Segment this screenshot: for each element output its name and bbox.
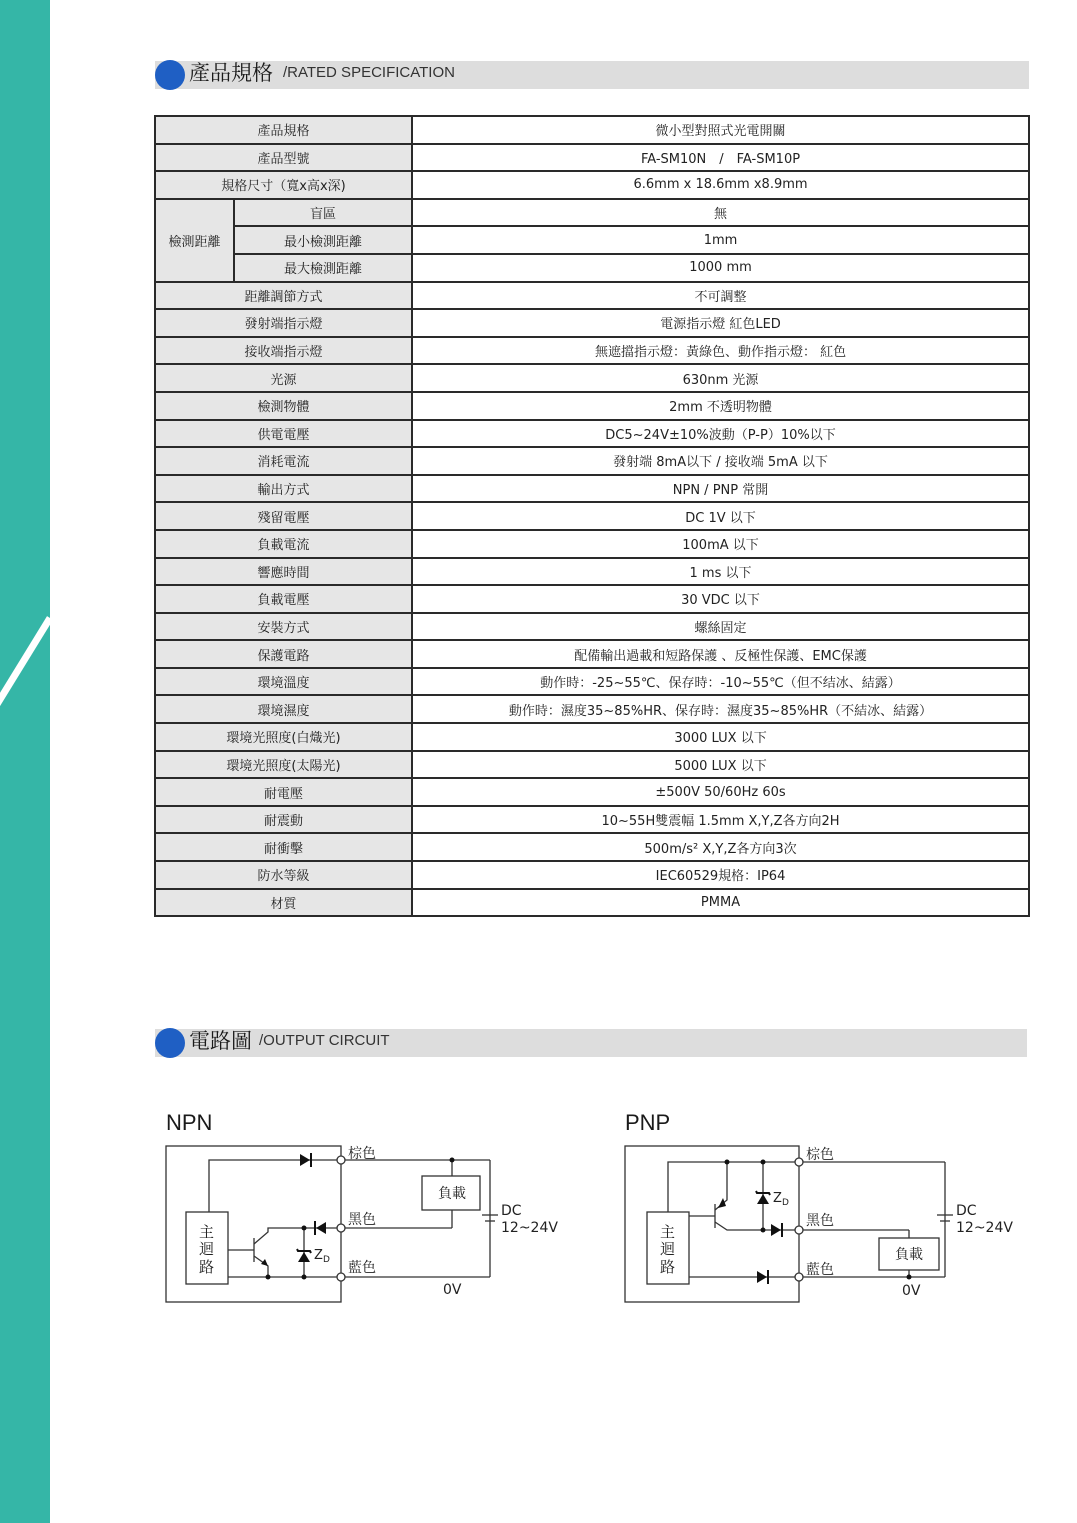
table-row — [155, 171, 1029, 199]
row-label: 光源 — [155, 364, 412, 392]
dc-label: DC — [501, 1203, 522, 1219]
brown-wire-label: 棕色 — [348, 1146, 376, 1162]
table-row — [155, 530, 1029, 558]
main-circuit-char-3: 路 — [660, 1258, 676, 1276]
blue-wire-label: 藍色 — [806, 1262, 834, 1278]
table-row — [155, 282, 1029, 310]
table-row — [155, 778, 1029, 806]
row-value: 500m/s² X,Y,Z各方向3次 — [412, 833, 1029, 861]
table-row — [155, 558, 1029, 586]
circuit-section-title: 電路圖 — [189, 1029, 252, 1053]
row-value: 1000 mm — [412, 254, 1029, 282]
row-label: 規格尺寸（寬x高x深) — [155, 171, 412, 199]
table-row — [155, 695, 1029, 723]
npn-circuit-diagram — [160, 1138, 560, 1310]
main-circuit-char-1: 主 — [199, 1223, 215, 1241]
row-value: PMMA — [412, 889, 1029, 917]
table-row — [155, 806, 1029, 834]
row-value: NPN / PNP 常開 — [412, 475, 1029, 503]
row-value: ±500V 50/60Hz 60s — [412, 778, 1029, 806]
blue-wire-label: 藍色 — [348, 1260, 376, 1276]
bullet-dot-icon — [155, 60, 185, 90]
table-row — [155, 226, 1029, 254]
dc-label: DC — [956, 1203, 977, 1219]
table-row — [155, 392, 1029, 420]
row-label: 殘留電壓 — [155, 502, 412, 530]
row-value: 電源指示燈 紅色LED — [412, 309, 1029, 337]
zener-label-sub: D — [323, 1255, 330, 1265]
voltage-label: 12~24V — [956, 1220, 1013, 1236]
load-label: 負載 — [438, 1186, 466, 1202]
row-label: 產品型號 — [155, 144, 412, 172]
row-value: 30 VDC 以下 — [412, 585, 1029, 613]
row-group-label: 檢測距離 — [155, 199, 234, 282]
row-value: IEC60529規格：IP64 — [412, 861, 1029, 889]
row-label: 產品規格 — [155, 116, 412, 144]
row-label: 耐電壓 — [155, 778, 412, 806]
npn-title: NPN — [166, 1110, 213, 1135]
row-value: 微小型對照式光電開關 — [412, 116, 1029, 144]
black-wire-label: 黑色 — [348, 1212, 376, 1228]
table-row — [155, 751, 1029, 779]
table-row — [155, 144, 1029, 172]
row-label: 發射端指示燈 — [155, 309, 412, 337]
voltage-label: 12~24V — [501, 1220, 558, 1236]
row-label: 響應時間 — [155, 558, 412, 586]
zener-label-sub: D — [782, 1198, 789, 1208]
row-value: 發射端 8mA以下 / 接收端 5mA 以下 — [412, 447, 1029, 475]
row-value: 動作時：-25~55℃、保存時：-10~55℃（但不结冰、結露） — [412, 668, 1029, 696]
row-value: 1mm — [412, 226, 1029, 254]
table-row — [155, 337, 1029, 365]
pnp-circuit-diagram — [619, 1138, 1019, 1310]
table-row — [155, 833, 1029, 861]
table-row — [155, 889, 1029, 917]
row-value: 5000 LUX 以下 — [412, 751, 1029, 779]
side-accent-bar — [0, 0, 50, 1523]
row-value: 6.6mm x 18.6mm x8.9mm — [412, 171, 1029, 199]
black-wire-label: 黑色 — [806, 1213, 834, 1229]
row-value: 不可調整 — [412, 282, 1029, 310]
row-value: DC 1V 以下 — [412, 502, 1029, 530]
row-label: 安裝方式 — [155, 613, 412, 641]
row-label: 負載電壓 — [155, 585, 412, 613]
row-label: 消耗電流 — [155, 447, 412, 475]
table-row — [155, 861, 1029, 889]
zero-volt-label: 0V — [902, 1283, 921, 1299]
main-circuit-char-1: 主 — [660, 1223, 676, 1241]
row-value: 動作時：濕度35~85%HR、保存時：濕度35~85%HR（不結冰、結露） — [412, 695, 1029, 723]
row-value: 螺絲固定 — [412, 613, 1029, 641]
spec-section-subtitle: /RATED SPECIFICATION — [283, 64, 455, 81]
table-row — [155, 116, 1029, 144]
table-row — [155, 502, 1029, 530]
zener-label: Z — [773, 1191, 782, 1206]
row-value: 2mm 不透明物體 — [412, 392, 1029, 420]
table-row — [155, 668, 1029, 696]
row-value: 無 — [412, 199, 1029, 227]
table-row — [155, 613, 1029, 641]
row-label: 材質 — [155, 889, 412, 917]
row-label: 環境濕度 — [155, 695, 412, 723]
brown-wire-label: 棕色 — [806, 1147, 834, 1163]
row-label: 供電電壓 — [155, 420, 412, 448]
table-row — [155, 640, 1029, 668]
row-label: 輸出方式 — [155, 475, 412, 503]
row-label: 環境光照度(白熾光) — [155, 723, 412, 751]
spec-table — [154, 115, 1030, 917]
pnp-title: PNP — [625, 1110, 671, 1135]
row-label: 接收端指示燈 — [155, 337, 412, 365]
row-value: FA-SM10N / FA-SM10P — [412, 144, 1029, 172]
row-label: 負載電流 — [155, 530, 412, 558]
circuit-section-header — [155, 1029, 1027, 1057]
spec-section-header — [155, 61, 1029, 89]
side-bar-stripe — [0, 0, 50, 1523]
main-circuit-char-2: 迴 — [660, 1240, 676, 1258]
main-circuit-char-2: 迴 — [199, 1240, 215, 1258]
table-row — [155, 447, 1029, 475]
table-row — [155, 364, 1029, 392]
load-label: 負載 — [895, 1247, 923, 1263]
table-row — [155, 475, 1029, 503]
row-value: 無遮擋指示燈：黃綠色、動作指示燈： 紅色 — [412, 337, 1029, 365]
table-row — [155, 420, 1029, 448]
row-label: 保護電路 — [155, 640, 412, 668]
row-value: 1 ms 以下 — [412, 558, 1029, 586]
row-label: 距離調節方式 — [155, 282, 412, 310]
row-value: 100mA 以下 — [412, 530, 1029, 558]
row-label: 耐衝擊 — [155, 833, 412, 861]
row-label: 最小檢測距離 — [234, 226, 412, 254]
row-label: 環境溫度 — [155, 668, 412, 696]
zener-label: Z — [314, 1248, 323, 1263]
row-value: 10~55H雙震幅 1.5mm X,Y,Z各方向2H — [412, 806, 1029, 834]
table-row — [155, 309, 1029, 337]
row-label: 耐震動 — [155, 806, 412, 834]
zero-volt-label: 0V — [443, 1282, 462, 1298]
row-value: 3000 LUX 以下 — [412, 723, 1029, 751]
row-value: DC5~24V±10%波動（P-P）10%以下 — [412, 420, 1029, 448]
row-value: 630nm 光源 — [412, 364, 1029, 392]
circuit-section-subtitle: /OUTPUT CIRCUIT — [259, 1032, 390, 1049]
row-label: 環境光照度(太陽光) — [155, 751, 412, 779]
row-label: 檢測物體 — [155, 392, 412, 420]
row-label: 盲區 — [234, 199, 412, 227]
table-row — [155, 199, 1029, 227]
main-circuit-char-3: 路 — [199, 1258, 215, 1276]
row-label: 最大檢測距離 — [234, 254, 412, 282]
row-value: 配備輸出過載和短路保護 、反極性保護、EMC保護 — [412, 640, 1029, 668]
table-row — [155, 254, 1029, 282]
spec-section-title: 產品規格 — [189, 61, 273, 85]
bullet-dot-icon — [155, 1028, 185, 1058]
table-row — [155, 723, 1029, 751]
table-row — [155, 585, 1029, 613]
row-label: 防水等級 — [155, 861, 412, 889]
